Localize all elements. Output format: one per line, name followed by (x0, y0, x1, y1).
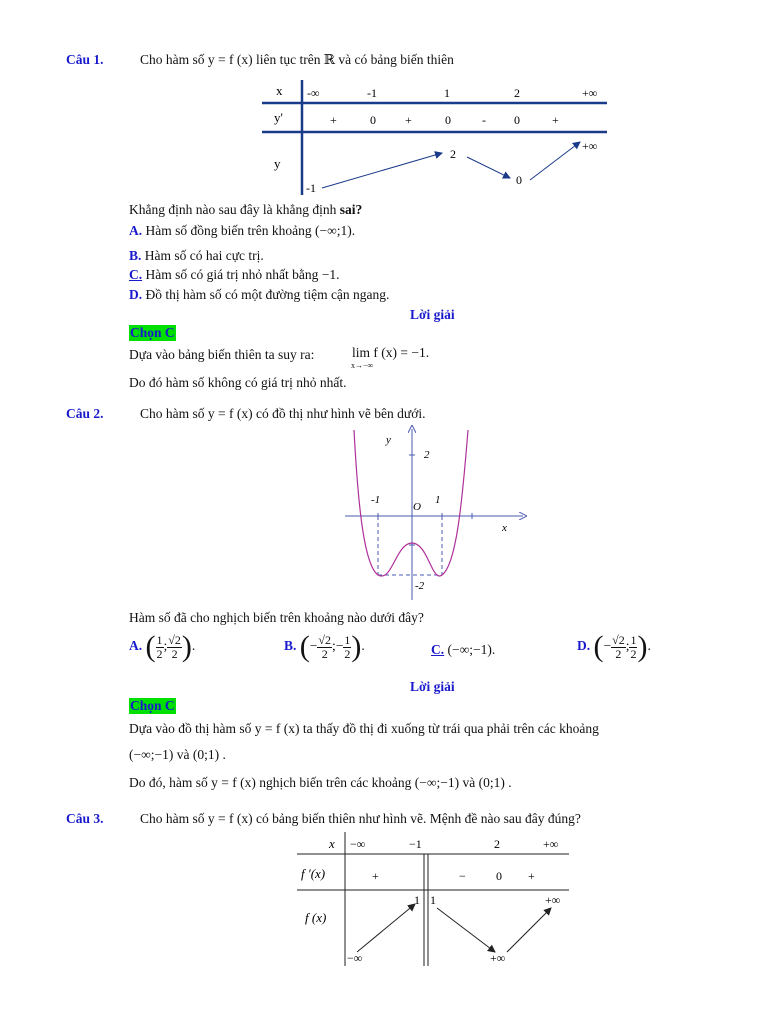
table1-sign: 0 (514, 113, 520, 127)
table3-fp-header: f ′(x) (301, 866, 326, 881)
table1-sign: 0 (370, 113, 376, 127)
table3-x-val: −1 (409, 837, 422, 851)
graph-y-label: y (386, 434, 391, 446)
q2-solution-title: Lời giải (410, 679, 455, 694)
q2-answer: Chọn C (130, 698, 175, 713)
q1-explain-2: Do đó hàm số không có giá trị nhỏ nhất. (129, 375, 347, 390)
q1-option-c[interactable]: C. Hàm số có giá trị nhỏ nhất bằng −1. (129, 267, 340, 282)
question-1-label: Câu 1. (66, 52, 104, 67)
table3-x-header: x (329, 836, 335, 851)
graph-tick-label: 1 (435, 494, 441, 506)
table1-sign: + (405, 113, 412, 127)
variation-table-1 (262, 80, 612, 198)
graph-origin-label: O (413, 501, 421, 513)
table3-f-val: 1 (414, 893, 420, 907)
table3-sign: 0 (496, 869, 502, 883)
q2-option-a[interactable]: A. ( $\frac{1}{2}$ ; $\frac{√2}{2}$ ). (129, 630, 196, 663)
table3-f-header: f (x) (305, 910, 327, 925)
table1-x-val: 1 (444, 86, 450, 100)
q2-option-c[interactable]: C. (−∞;−1). (431, 642, 496, 657)
question-2-prompt: Hàm số đã cho nghịch biến trên khoảng nào dưới đây? (129, 610, 424, 625)
table1-sign: - (482, 113, 486, 127)
table3-f-val: 1 (430, 893, 436, 907)
graph-tick-label: -1 (371, 494, 381, 506)
q2-explain-2: Do đó, hàm số y = f (x) nghịch biến trên các khoảng (−∞;−1) và (0;1) . (129, 775, 512, 790)
variation-table-3 (297, 832, 572, 966)
table3-x-val: +∞ (543, 837, 559, 851)
question-1-prompt: Khẳng định nào sau đây là khẳng định sai? (129, 202, 363, 217)
q1-solution-title: Lời giải (410, 307, 455, 322)
question-3-stem: Cho hàm số y = f (x) có bảng biến thiên như hình vẽ. Mệnh đề nào sau đây đúng? (140, 811, 581, 826)
table1-y-val: -1 (306, 181, 316, 195)
q1-answer: Chọn C (130, 325, 175, 340)
table1-y-val: 0 (516, 173, 522, 187)
table1-y-val: 2 (450, 147, 456, 161)
graph-x-label: x (502, 522, 507, 534)
table1-sign: + (330, 113, 337, 127)
table1-x-val: -1 (367, 86, 377, 100)
table1-yp-header: y' (274, 110, 283, 125)
table3-sign: − (459, 869, 466, 883)
table3-f-val: −∞ (347, 951, 363, 965)
q2-option-d[interactable]: D. (− $\frac{√2}{2}$ ; $\frac{1}{2}$ ). (577, 630, 651, 663)
table1-x-header: x (276, 83, 283, 98)
q2-explain-1: Dựa vào đồ thị hàm số y = f (x) ta thấy đồ thị đi xuống từ trái qua phải trên các khoảng (129, 721, 599, 736)
table3-x-val: 2 (494, 837, 500, 851)
table3-sign: + (528, 869, 535, 883)
graph-tick-label: 2 (424, 449, 430, 461)
table1-y-val: +∞ (582, 139, 598, 153)
table1-sign: + (552, 113, 559, 127)
q1-option-a[interactable]: A. Hàm số đồng biến trên khoảng (−∞;1). (129, 223, 356, 238)
table1-arrow-up (322, 153, 442, 188)
table3-sign: + (372, 869, 379, 883)
table1-arrow-up (530, 142, 580, 180)
table1-arrow-down (467, 157, 510, 178)
q1-option-d[interactable]: D. Đồ thị hàm số có một đường tiệm cận ngang. (129, 287, 390, 302)
table3-x-val: −∞ (350, 837, 366, 851)
graph-tick-label: -2 (415, 580, 425, 592)
question-2-label: Câu 2. (66, 406, 104, 421)
q1-limit: lim f (x) = −1. (352, 345, 430, 360)
table1-x-val: -∞ (307, 86, 320, 100)
table3-f-val: +∞ (490, 951, 506, 965)
q1-limit-sub: x→−∞ (351, 361, 374, 370)
q2-option-b[interactable]: B. (− $\frac{√2}{2}$ ;− $\frac{1}{2}$ ). (284, 630, 365, 663)
q1-explain-1: Dựa vào bảng biến thiên ta suy ra: (129, 347, 315, 362)
q1-option-b[interactable]: B. Hàm số có hai cực trị. (129, 248, 264, 263)
table1-x-val: 2 (514, 86, 520, 100)
table1-x-val: +∞ (582, 86, 598, 100)
question-3-label: Câu 3. (66, 811, 104, 826)
function-graph (340, 425, 530, 605)
table1-sign: 0 (445, 113, 451, 127)
table1-y-header: y (274, 156, 281, 171)
table3-f-val: +∞ (545, 893, 561, 907)
question-2-stem: Cho hàm số y = f (x) có đồ thị như hình vẽ bên dưới. (140, 406, 426, 421)
question-1-stem: Cho hàm số y = f (x) liên tục trên ℝ và có bảng biến thiên (140, 52, 454, 67)
q2-explain-1b: (−∞;−1) và (0;1) . (129, 747, 226, 762)
